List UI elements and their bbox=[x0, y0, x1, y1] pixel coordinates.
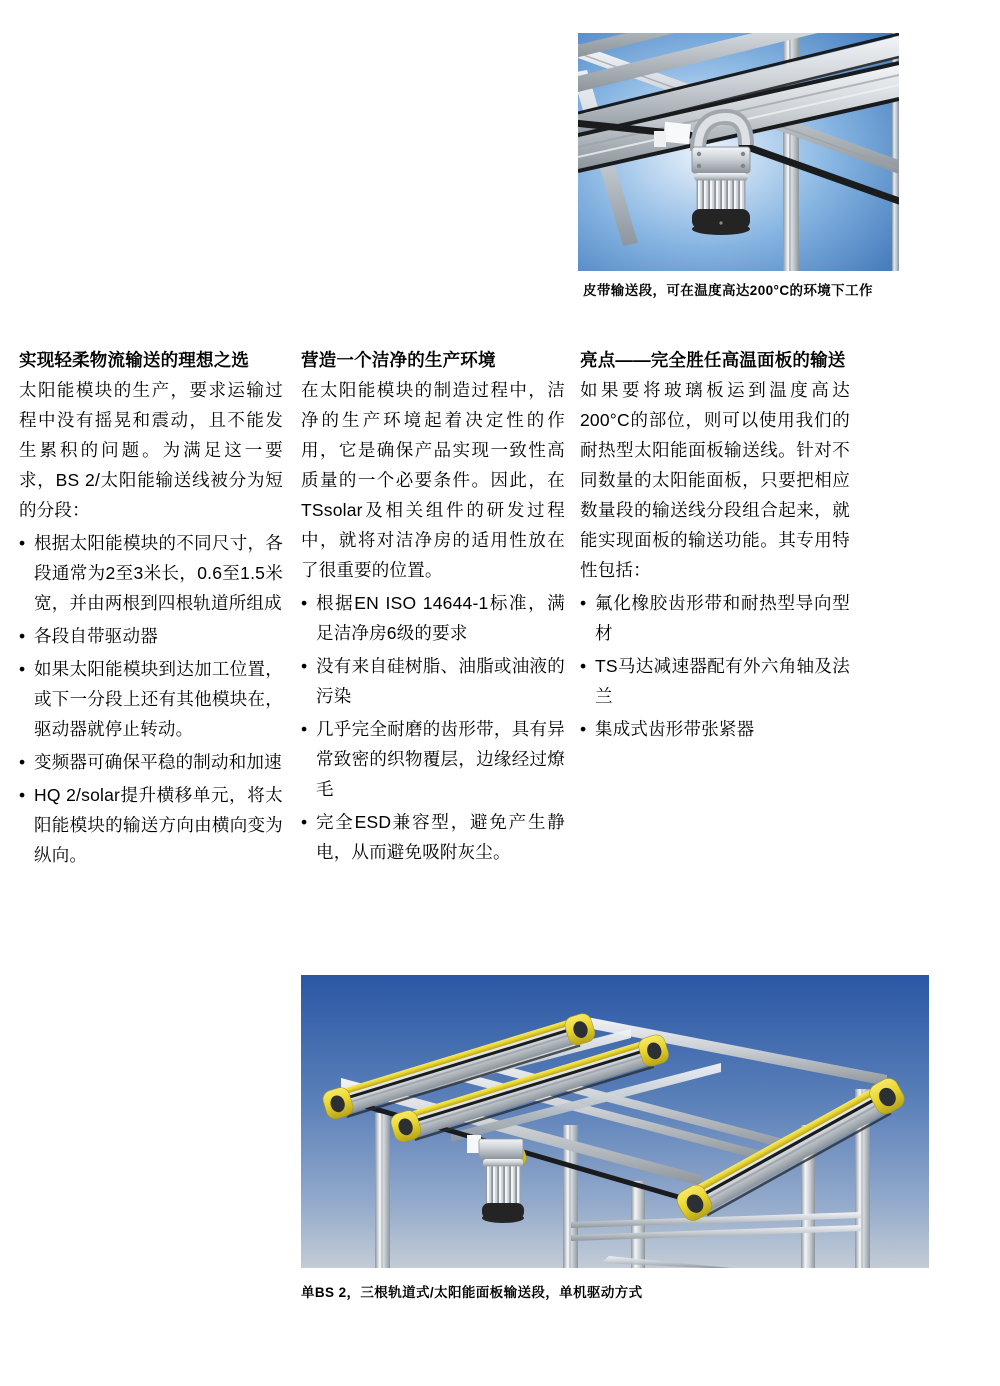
column-heading: 实现轻柔物流输送的理想之选 bbox=[19, 350, 250, 370]
bullet-icon: • bbox=[19, 659, 26, 679]
list-item: • HQ 2/solar提升横移单元，将太阳能模块的输送方向由横向变为纵向。 bbox=[19, 780, 283, 870]
column-paragraph: 在太阳能模块的制造过程中，洁净的生产环境起着决定性的作用，它是确保产品实现一致性高质量的一个必要条件。因此，在TSsolar及相关组件的研发过程中，就将对洁净房的适用性放在了很重要的位置。 bbox=[301, 380, 565, 580]
column-heading: 亮点——完全胜任高温面板的输送 bbox=[580, 350, 846, 370]
list-item: • 根据太阳能模块的不同尺寸，各段通常为2至3米长，0.6至1.5米宽，并由两根到四根轨道所组成 bbox=[19, 528, 283, 618]
list-item: • 几乎完全耐磨的齿形带，具有异常致密的织物覆层，边缘经过燎毛 bbox=[301, 714, 565, 804]
list-item: • 如果太阳能模块到达加工位置，或下一分段上还有其他模块在，驱动器就停止转动。 bbox=[19, 654, 283, 744]
column-heading: 营造一个洁净的生产环境 bbox=[301, 350, 496, 370]
bullet-icon: • bbox=[301, 656, 308, 676]
bullet-icon: • bbox=[19, 533, 26, 553]
list-item: • 完全ESD兼容型，避免产生静电，从而避免吸附灰尘。 bbox=[301, 807, 565, 867]
bullet-icon: • bbox=[580, 656, 587, 676]
column-paragraph: 如果要将玻璃板运到温度高达200°C的部位，则可以使用我们的耐热型太阳能面板输送线。针对不同数量的太阳能面板，只要把相应数量段的输送线分段组合起来，就能实现面板的输送功能。其专用特性包括： bbox=[580, 380, 850, 580]
list-item: • 集成式齿形带张紧器 bbox=[580, 714, 850, 744]
top-figure-caption: 皮带输送段，可在温度高达200°C的环境下工作 bbox=[583, 283, 873, 298]
column-high-temperature bbox=[580, 345, 850, 744]
bottom-figure-image bbox=[301, 975, 929, 1268]
bullet-list bbox=[580, 588, 850, 744]
list-item: • 没有来自硅树脂、油脂或油液的污染 bbox=[301, 651, 565, 711]
bullet-icon: • bbox=[19, 785, 26, 805]
bullet-icon: • bbox=[19, 752, 26, 772]
conveyor-illustration-bottom bbox=[301, 975, 929, 1268]
bullet-list bbox=[19, 528, 283, 870]
conveyor-illustration-top bbox=[578, 33, 899, 271]
column-cleanroom bbox=[301, 345, 565, 867]
bullet-icon: • bbox=[301, 593, 308, 613]
bullet-icon: • bbox=[301, 812, 308, 832]
bullet-icon: • bbox=[580, 719, 587, 739]
list-item: • 变频器可确保平稳的制动和加速 bbox=[19, 747, 283, 777]
list-item: • TS马达减速器配有外六角轴及法兰 bbox=[580, 651, 850, 711]
top-figure-image bbox=[578, 33, 899, 271]
bullet-icon: • bbox=[580, 593, 587, 613]
list-item: • 氟化橡胶齿形带和耐热型导向型材 bbox=[580, 588, 850, 648]
bullet-icon: • bbox=[301, 719, 308, 739]
list-item: • 根据EN ISO 14644-1标准，满足洁净房6级的要求 bbox=[301, 588, 565, 648]
list-item: • 各段自带驱动器 bbox=[19, 621, 283, 651]
column-paragraph: 太阳能模块的生产，要求运输过程中没有摇晃和震动，且不能发生累积的问题。为满足这一要求，BS 2/太阳能输送线被分为短的分段： bbox=[19, 380, 283, 520]
bottom-figure-caption: 单BS 2，三根轨道式/太阳能面板输送段，单机驱动方式 bbox=[301, 1285, 643, 1300]
bullet-list bbox=[301, 588, 565, 867]
column-logistics bbox=[19, 345, 283, 870]
bullet-icon: • bbox=[19, 626, 26, 646]
